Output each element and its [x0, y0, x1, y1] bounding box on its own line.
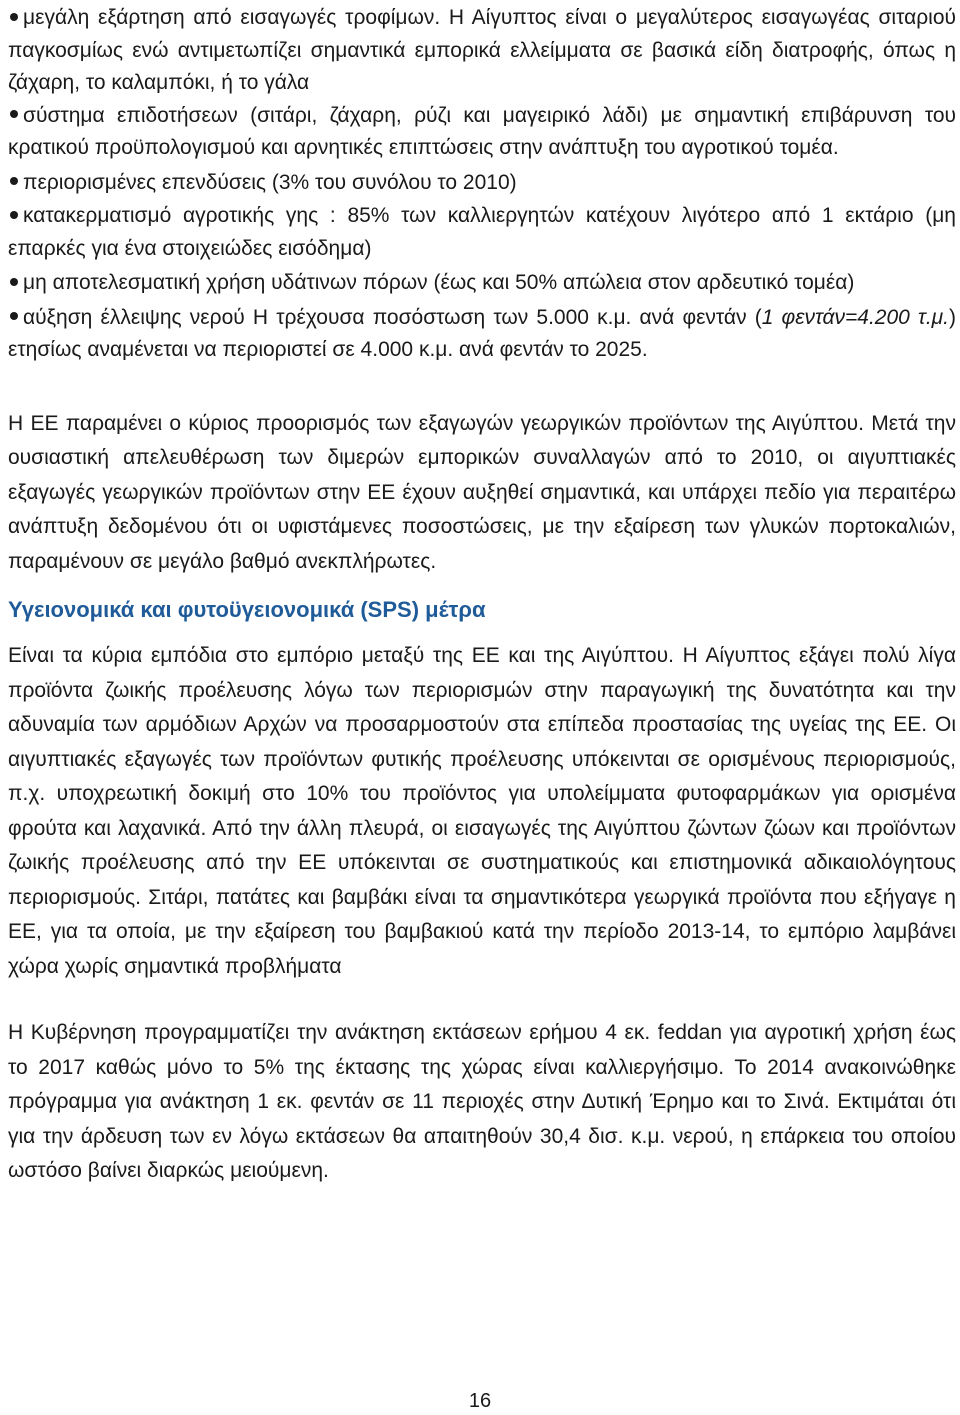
water-bullet-after: ) ετησίως αναμένεται να περιοριστεί σε 4.000 κ.μ. ανά φεντάν το 2025.	[8, 305, 956, 361]
bullet-text: σύστημα επιδοτήσεων (σιτάρι, ζάχαρη, ρύζι και μαγειρικό λάδι) με σημαντική επιβάρυνση του κρατικού προϋπολογισμού και αρνητικές επιπτώσεις στην ανάπτυξη του αγροτικού τομέα.	[8, 103, 956, 159]
bullet-text: περιορισμένες επενδύσεις (3% του συνόλου το 2010)	[23, 170, 517, 194]
bullet-icon	[10, 110, 18, 118]
bullet-icon	[10, 13, 18, 21]
paragraph-land-reclamation: Η Κυβέρνηση προγραμματίζει την ανάκτηση εκτάσεων ερήμου 4 εκ. feddan για αγροτική χρήση έως το 2017 καθώς μόνο το 5% της έκτασης της χώρας είναι καλλιεργήσιμο. Το 2014 ανακοινώθηκε πρόγραμμα για ανάκτηση 1 εκ. φεντάν σε 11 περιοχές στην Δυτική Έρημο και το Σινά. Εκτιμάται ότι για την άρδευση των εν λόγω εκτάσεων θα απαιτηθούν 30,4 δισ. κ.μ. νερού, η επάρκεια του οποίου ωστόσο βαίνει διαρκώς μειούμενη.	[8, 1021, 956, 1182]
page-number: 16	[468, 1390, 492, 1412]
list-item	[8, 267, 956, 300]
document-page	[8, 0, 956, 1189]
list-item	[8, 200, 956, 265]
paragraph-eu-exports: Η ΕΕ παραμένει ο κύριος προορισμός των εξαγωγών γεωργικών προϊόντων της Αιγύπτου. Μετά την ουσιαστική απελευθέρωση των διμερών εμπορικών συναλλαγών από το 2010, οι αιγυπτιακές εξαγωγές γεωργικών προϊόντων στην ΕΕ έχουν αυξηθεί σημαντικά, και υπάρχει πεδίο για περαιτέρω ανάπτυξη δεδομένου ότι οι υφιστάμενες ποσοστώσεις, με την εξαίρεση των γλυκών πορτοκαλιών, παραμένουν σε μεγάλο βαθμό ανεκπλήρωτες.	[8, 411, 956, 573]
bullet-list	[8, 2, 956, 367]
bullet-icon	[10, 177, 18, 185]
bullet-icon	[10, 211, 18, 219]
bullet-text: κατακερματισμό αγροτικής γης : 85% των καλλιεργητών κατέχουν λιγότερο από 1 εκτάριο (μη επαρκές για ένα στοιχειώδες εισόδημα)	[8, 204, 956, 260]
list-item	[8, 167, 956, 200]
water-bullet-italic: 1 φεντάν=4.200 τ.μ.	[761, 305, 949, 329]
bullet-icon	[10, 312, 18, 320]
list-item	[8, 302, 956, 367]
section-heading: Υγειονομικά και φυτοϋγειονομικά (SPS) μέτρα	[8, 597, 486, 622]
list-item	[8, 100, 956, 165]
bullet-icon	[10, 278, 18, 286]
bullet-text: μη αποτελεσματική χρήση υδάτινων πόρων (έως και 50% απώλεια στον αρδευτικό τομέα)	[23, 271, 855, 294]
water-bullet-before: αύξηση έλλειψης νερού Η τρέχουσα ποσόστωση των 5.000 κ.μ. ανά φεντάν (	[23, 305, 762, 329]
paragraph-sps: Είναι τα κύρια εμπόδια στο εμπόριο μεταξύ της ΕΕ και της Αιγύπτου. Η Αίγυπτος εξάγει πολύ λίγα προϊόντα ζωικής προέλευσης λόγω των περιορισμών στην παραγωγική της δυνατότητα και την αδυναμία των αρμόδιων Αρχών να προσαρμοστούν στα επίπεδα προστασίας της υγείας της ΕΕ. Οι αιγυπτιακές εξαγωγές των προϊόντων φυτικής προέλευσης υπόκεινται σε ορισμένους περιορισμούς, π.χ. υποχρεωτική δοκιμή στο 10% του προϊόντος για υπολείμματα φυτοφαρμάκων για ορισμένα φρούτα και λαχανικά. Από την άλλη πλευρά, οι εισαγωγές της Αιγύπτου ζώντων ζώων και προϊόντων ζωικής προέλευσης από την ΕΕ υπόκεινται σε συστηματικούς και επιστημονικά αδικαιολόγητους περιορισμούς. Σιτάρι, πατάτες και βαμβάκι είναι τα σημαντικότερα γεωργικά προϊόντα που εξήγαγε η ΕΕ, για τα οποία, με την εξαίρεση του βαμβακιού κατά την περίοδο 2013-14, το εμπόριο λαμβάνει χώρα χωρίς σημαντικά προβλήματα	[8, 644, 956, 978]
bullet-text: μεγάλη εξάρτηση από εισαγωγές τροφίμων. Η Αίγυπτος είναι ο μεγαλύτερος εισαγωγέας σιταριού παγκοσμίως ενώ αντιμετωπίζει σημαντικά εμπορικά ελλείμματα σε βασικά είδη διατροφής, όπως η ζάχαρη, το καλαμπόκι, ή το γάλα	[8, 6, 956, 94]
list-item	[8, 2, 956, 100]
